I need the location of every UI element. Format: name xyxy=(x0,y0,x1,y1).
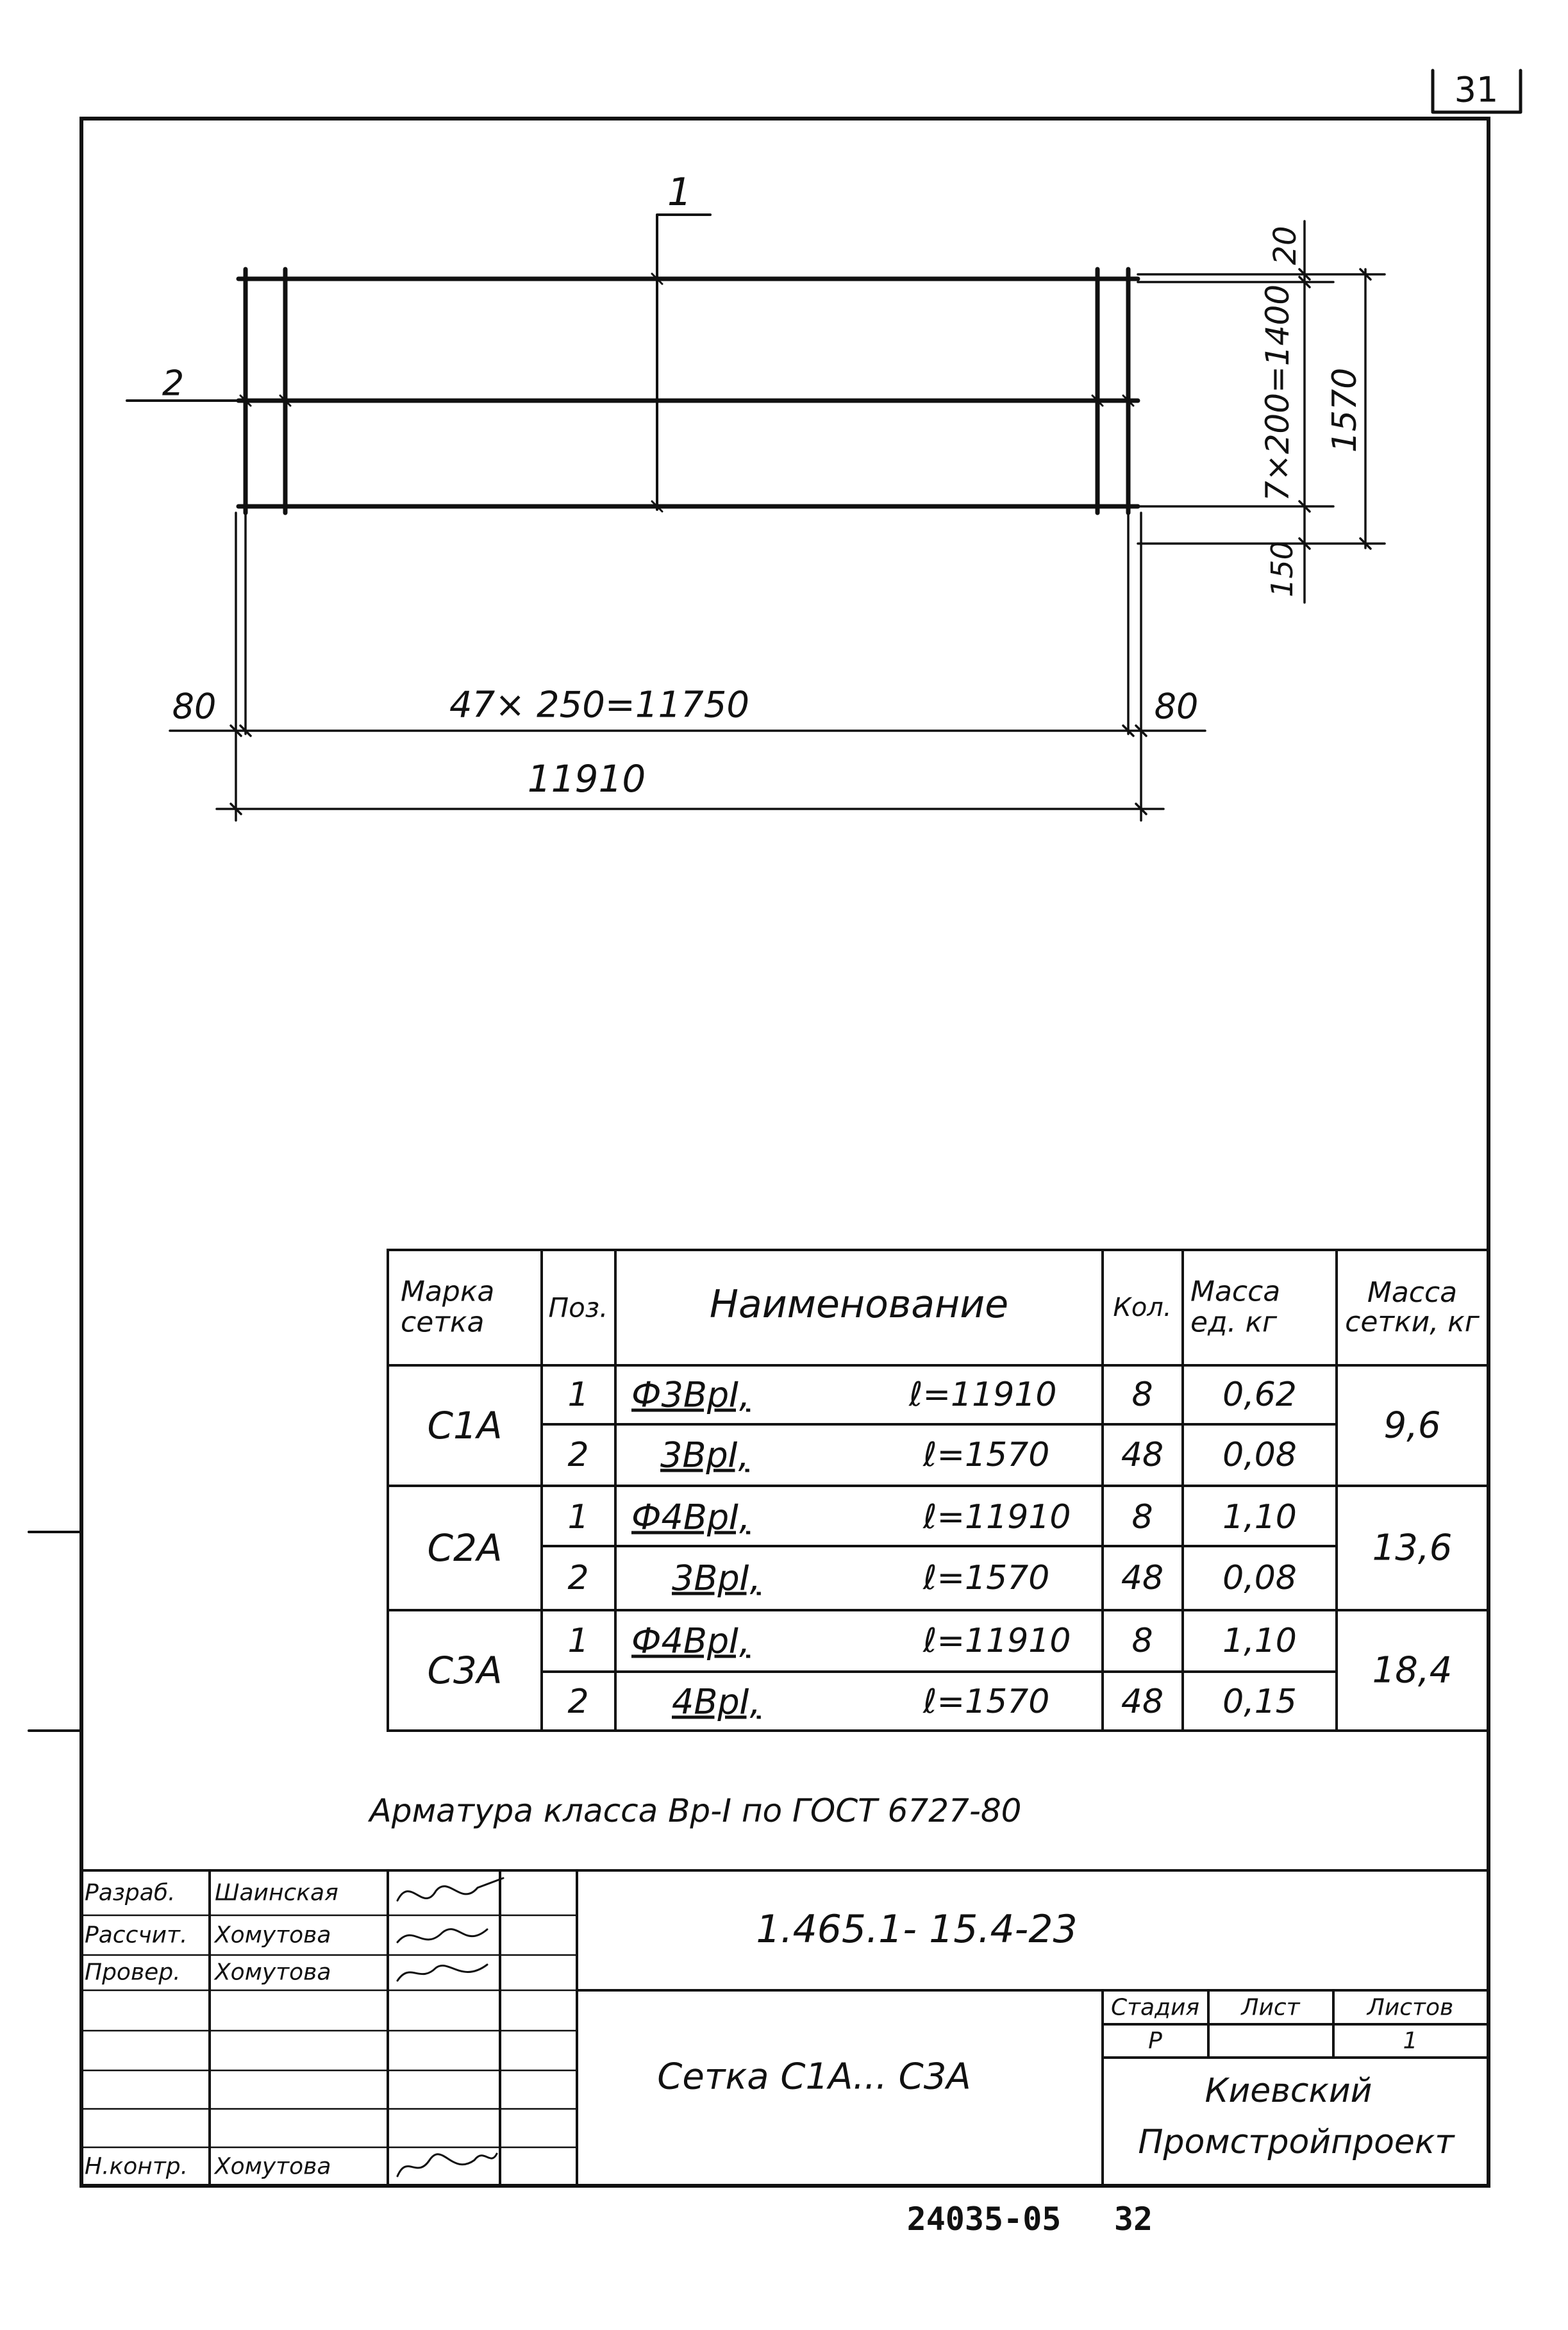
document-code: 1.465.1- 15.4-23 xyxy=(756,1907,1078,1952)
dim-top: 20 xyxy=(1267,226,1303,265)
qty-c2a-1: 8 xyxy=(1131,1498,1153,1536)
sheet-number: 31 xyxy=(1454,69,1499,110)
signature-calculator xyxy=(397,1929,487,1942)
title-block-rows xyxy=(81,1915,577,2147)
name-norm-control: Хомутова xyxy=(215,2153,331,2180)
name-developer: Шаинская xyxy=(215,1879,338,1906)
dim-right-end: 80 xyxy=(1154,686,1199,727)
position-mark: 2 xyxy=(162,363,185,404)
length-c3a-2: ℓ=1570 xyxy=(923,1683,1050,1721)
header-name: Наименование xyxy=(709,1282,1009,1327)
pos-c1a-1: 1 xyxy=(567,1376,589,1414)
name-c1a-2: 3ВрI, xyxy=(660,1435,749,1476)
dim-bottom: 150 xyxy=(1265,541,1299,597)
length-c3a-1: ℓ=11910 xyxy=(923,1622,1071,1660)
qty-c3a-2: 48 xyxy=(1121,1683,1164,1721)
header-pos: Поз. xyxy=(548,1292,608,1324)
sheet-label: Лист xyxy=(1241,1994,1300,2021)
horizontal-dimensions xyxy=(170,513,1205,820)
pos-c1a-2: 2 xyxy=(567,1436,589,1474)
mass-c3a-1: 1,10 xyxy=(1222,1622,1297,1660)
name-c2a-1: Ф4ВрI, xyxy=(631,1497,751,1538)
role-checker: Провер. xyxy=(85,1959,181,1986)
organization-line1: Киевский xyxy=(1205,2072,1372,2110)
header-unit-mass: Масса ед. кг xyxy=(1190,1275,1281,1339)
mass-c1a-2: 0,08 xyxy=(1222,1436,1297,1474)
length-c1a-1: ℓ=11910 xyxy=(909,1376,1057,1414)
dim-total-height: 1570 xyxy=(1326,367,1364,453)
role-calculator: Рассчит. xyxy=(85,1922,188,1949)
pos-c3a-1: 1 xyxy=(567,1622,589,1660)
name-c1a-1: Ф3ВрI, xyxy=(631,1374,751,1415)
dim-total-length: 11910 xyxy=(527,757,646,801)
sheets-value: 1 xyxy=(1403,2027,1418,2054)
mesh-mass-c1a: 9,6 xyxy=(1383,1404,1441,1447)
qty-c1a-2: 48 xyxy=(1121,1436,1164,1474)
mark-c2a: С2А xyxy=(427,1526,503,1570)
header-qty: Кол. xyxy=(1113,1293,1172,1322)
role-developer: Разраб. xyxy=(85,1879,176,1906)
header-mesh-mass: Масса сетки, кг xyxy=(1345,1276,1480,1338)
dim-left-end: 80 xyxy=(172,686,217,727)
pos-c2a-1: 1 xyxy=(567,1498,589,1536)
dim-pitch-horizontal: 47× 250=11750 xyxy=(449,684,749,726)
header-mark: Марка сетка xyxy=(401,1275,495,1339)
mark-c3a: С3А xyxy=(427,1649,503,1692)
organization-line2: Промстройпроект xyxy=(1138,2123,1455,2161)
signature-checker xyxy=(397,1965,487,1981)
sheets-label: Листов xyxy=(1367,1994,1454,2021)
mesh-mass-c2a: 13,6 xyxy=(1372,1527,1453,1569)
name-calculator: Хомутова xyxy=(215,1922,331,1949)
archive-number: 24035-05 xyxy=(906,2201,1062,2238)
longitudinal-wires xyxy=(238,279,1138,506)
name-c3a-1: Ф4ВрI, xyxy=(631,1620,751,1661)
binding-marks xyxy=(29,1532,81,1731)
intersection-ticks xyxy=(240,274,1133,512)
length-c2a-2: ℓ=1570 xyxy=(923,1559,1050,1597)
pos-c3a-2: 2 xyxy=(567,1683,589,1721)
dim-pitch-vertical: 7×200=1400 xyxy=(1259,284,1296,502)
mesh-drawing xyxy=(127,215,1138,513)
stage-value: Р xyxy=(1148,2027,1162,2054)
qty-c2a-2: 48 xyxy=(1121,1559,1164,1597)
name-c3a-2: 4ВрI, xyxy=(672,1681,761,1722)
name-c2a-2: 3ВрI, xyxy=(672,1558,761,1599)
mark-c1a: С1А xyxy=(427,1404,503,1447)
mass-c1a-1: 0,62 xyxy=(1222,1376,1297,1414)
role-norm-control: Н.контр. xyxy=(85,2153,188,2180)
pos-c2a-2: 2 xyxy=(567,1559,589,1597)
length-c2a-1: ℓ=11910 xyxy=(923,1498,1071,1536)
page-number: 32 xyxy=(1113,2201,1153,2238)
section-mark-line xyxy=(657,215,710,510)
mesh-mass-c3a: 18,4 xyxy=(1372,1649,1453,1692)
drawing-title: Сетка С1А... С3А xyxy=(657,2056,971,2098)
mass-c2a-2: 0,08 xyxy=(1222,1559,1297,1597)
section-mark: 1 xyxy=(667,170,692,215)
signature-norm-control xyxy=(397,2154,497,2176)
mass-c2a-1: 1,10 xyxy=(1222,1498,1297,1536)
reinforcement-note: Арматура класса Вр-I по ГОСТ 6727-80 xyxy=(369,1792,1022,1829)
qty-c3a-1: 8 xyxy=(1131,1622,1153,1660)
signature-developer xyxy=(397,1878,503,1901)
transverse-wires xyxy=(246,269,1128,513)
qty-c1a-1: 8 xyxy=(1131,1376,1153,1414)
name-checker: Хомутова xyxy=(215,1959,331,1986)
stage-label: Стадия xyxy=(1110,1994,1200,2021)
mass-c3a-2: 0,15 xyxy=(1222,1683,1297,1721)
length-c1a-2: ℓ=1570 xyxy=(923,1436,1050,1474)
